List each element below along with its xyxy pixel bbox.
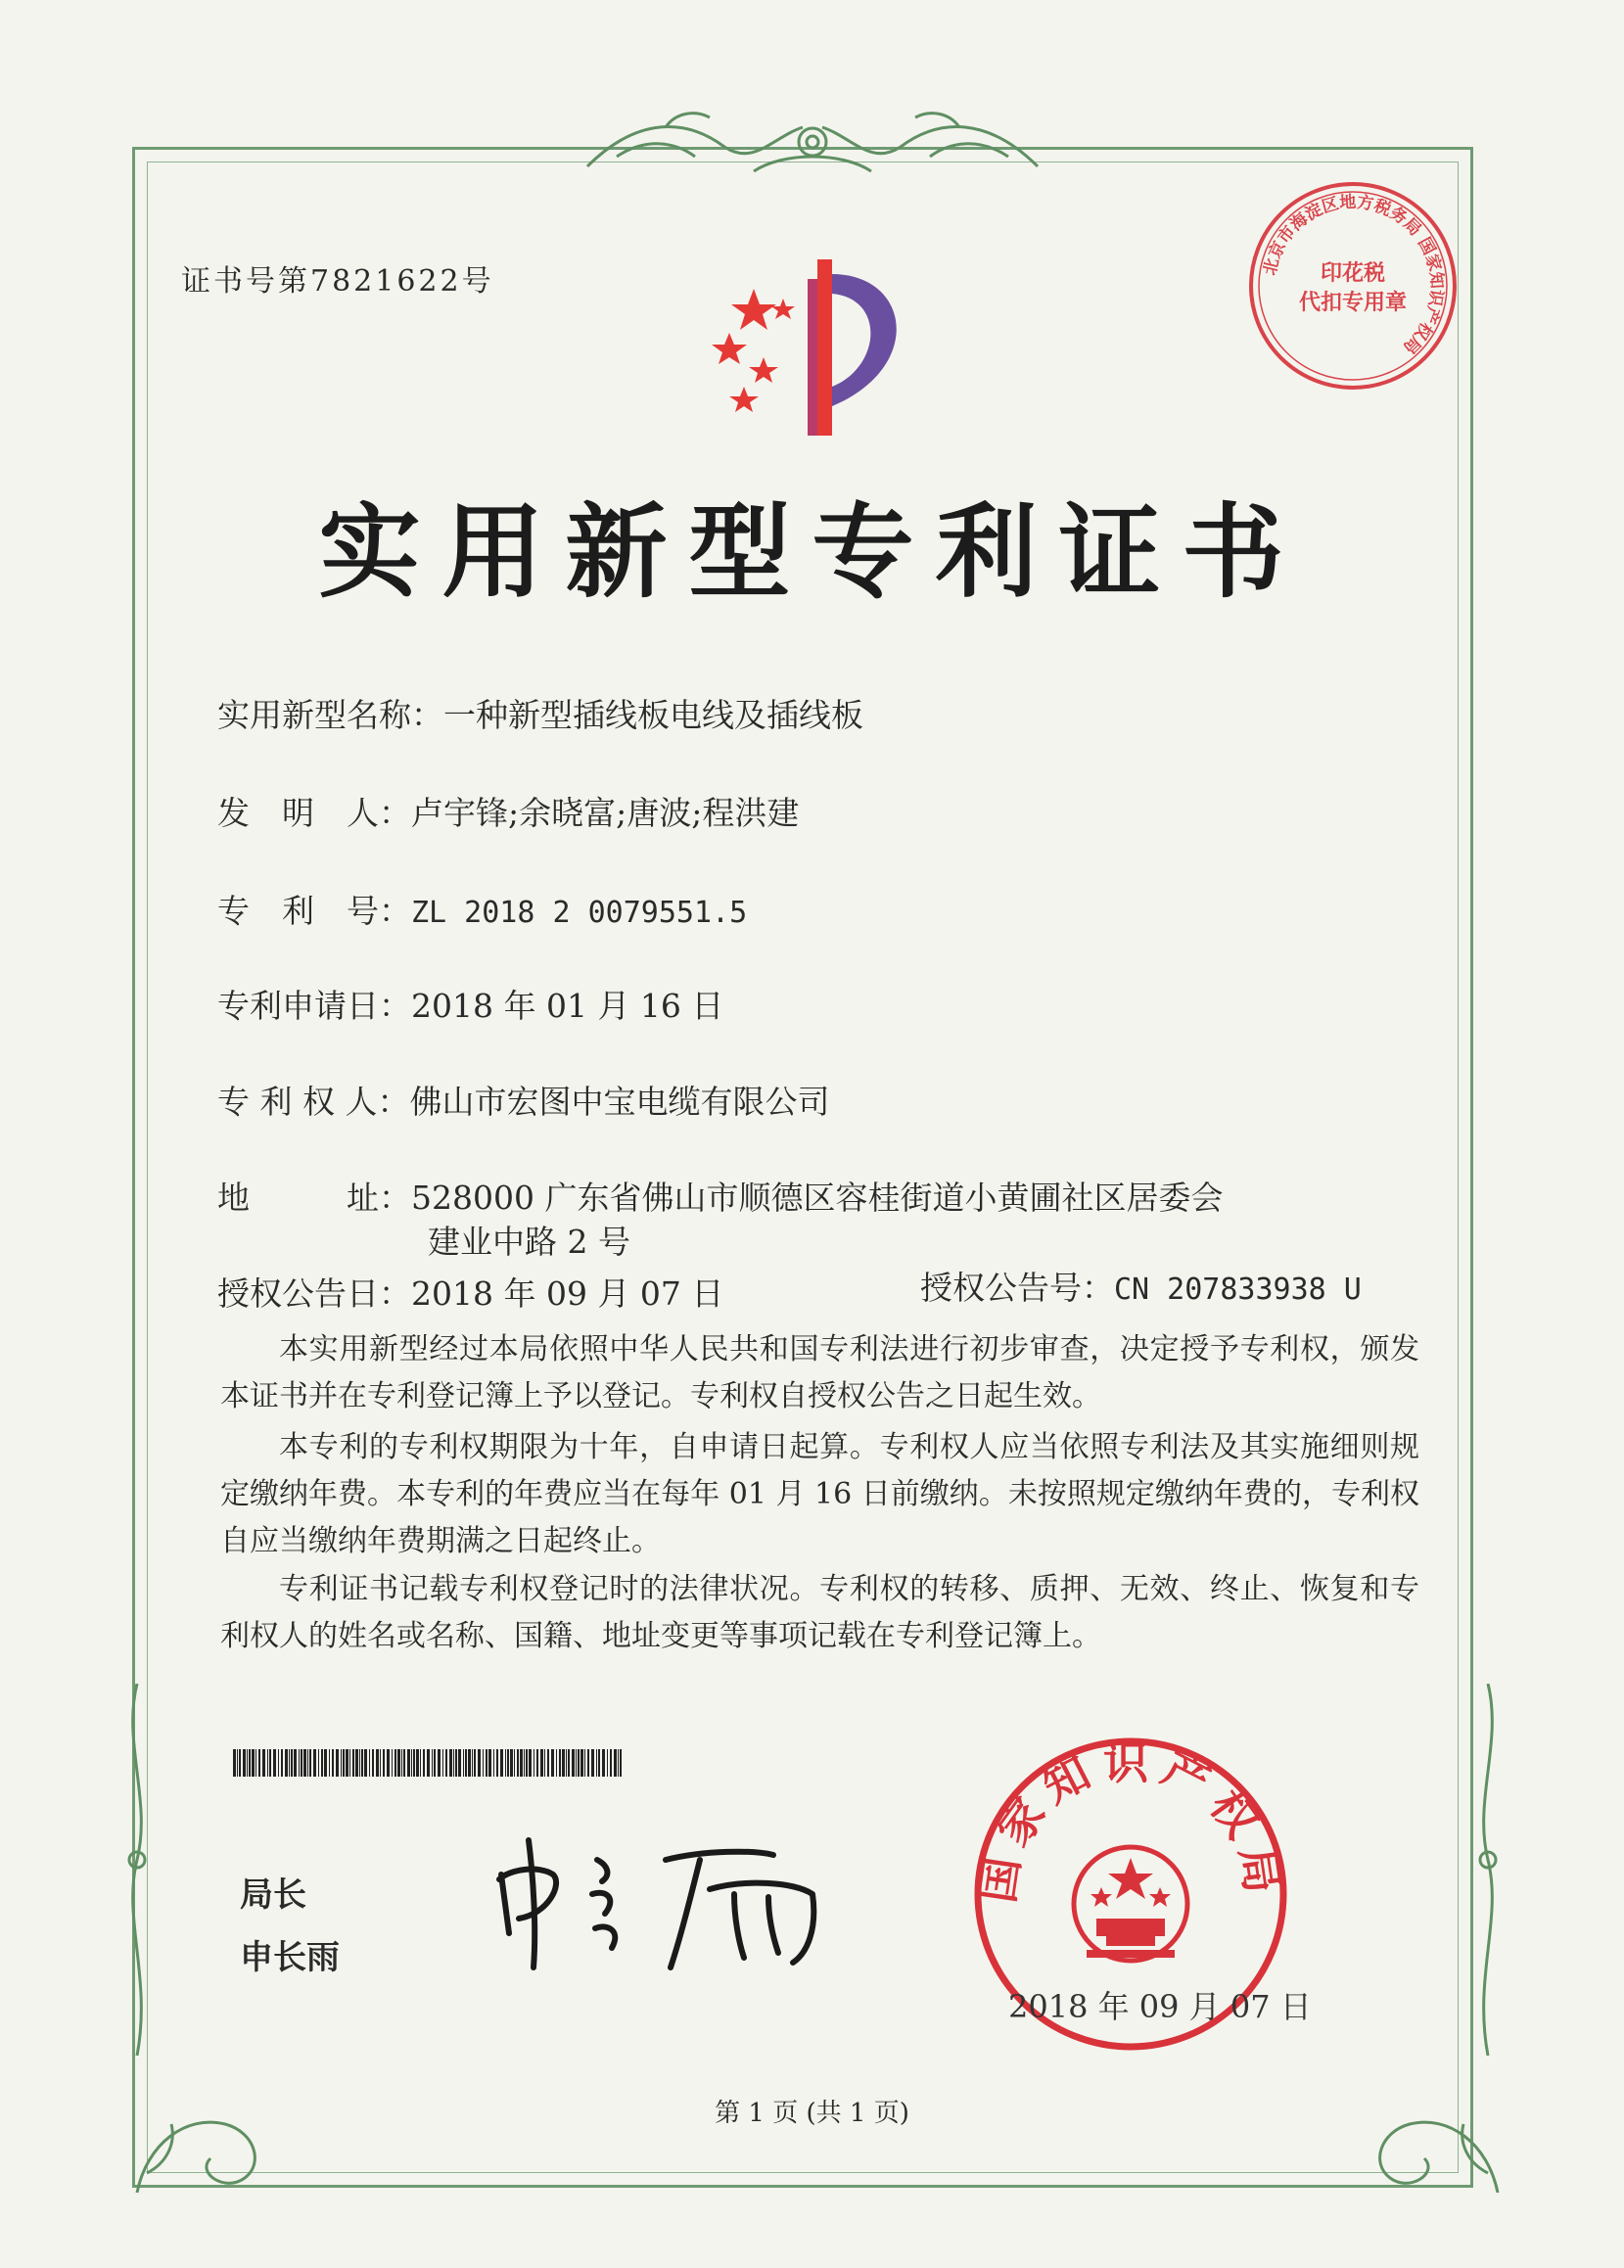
certificate-number-label: 证书号第 <box>181 264 310 299</box>
top-ornament-icon <box>578 98 1047 186</box>
paragraph-2: 本专利的专利权期限为十年，自申请日起算。专利权人应当依照专利法及其实施细则规定缴纳年费。本专利的年费应当在每年 01 月 16 日前缴纳。未按照规定缴纳年费的，专利权自应当缴纳年费期满之日起终止。 <box>220 1430 1419 1558</box>
field-name-value: 一种新型插线板电线及插线板 <box>443 696 863 734</box>
field-patent-number-value: ZL 2018 2 0079551.5 <box>411 896 748 930</box>
stamp-duty-center-line2: 代扣专用章 <box>1298 291 1408 315</box>
stamp-duty-seal-icon <box>1243 176 1463 396</box>
right-ornament-icon <box>1468 1684 1508 2056</box>
field-patentee <box>217 1077 829 1123</box>
field-grant-number <box>920 1263 1362 1309</box>
stamp-duty-seal <box>1243 176 1463 396</box>
seal-date: 2018 年 09 月 07 日 <box>1008 1988 1312 2025</box>
field-name <box>217 690 863 736</box>
field-address <box>217 1173 1223 1219</box>
paragraph-1: 本实用新型经过本局依照中华人民共和国专利法进行初步审查，决定授予专利权，颁发本证书并在专利登记簿上予以登记。专利权自授权公告之日起生效。 <box>220 1332 1419 1413</box>
director-title: 局长 <box>240 1875 306 1915</box>
stamp-duty-ring-text: 北京市海淀区地方税务局 国家知识产权局 <box>1260 192 1447 358</box>
certificate-number-suffix: 号 <box>461 264 494 299</box>
seal-ring-text: 国家知识产权局 <box>970 1736 1291 1907</box>
patent-office-logo-icon <box>685 250 940 445</box>
field-grant-number-value: CN 207833938 U <box>1114 1273 1362 1307</box>
field-patentee-value: 佛山市宏图中宝电缆有限公司 <box>409 1083 830 1121</box>
field-filing-date-label: 专利申请日： <box>217 987 411 1025</box>
paragraph-3: 专利证书记载专利权登记时的法律状况。专利权的转移、质押、无效、终止、恢复和专利权人的姓名或名称、国籍、地址变更等事项记载在专利登记簿上。 <box>220 1572 1419 1653</box>
certificate-number-value: 7821622 <box>310 264 462 299</box>
page-footer: 第 1 页 (共 1 页) <box>715 2099 909 2128</box>
field-patent-number <box>217 886 747 932</box>
field-grant-date-value: 2018 年 09 月 07 日 <box>411 1274 724 1313</box>
certificate-number <box>181 256 494 300</box>
director-signature-icon <box>480 1821 832 1977</box>
field-inventor <box>217 788 799 834</box>
field-grant-date <box>217 1269 723 1315</box>
field-address-line2: 建业中路 2 号 <box>428 1223 630 1261</box>
field-patent-number-label: 专 利 号： <box>217 892 411 930</box>
field-patentee-label: 专 利 权 人： <box>217 1083 410 1121</box>
field-grant-number-label: 授权公告号： <box>920 1269 1114 1307</box>
barcode-icon <box>233 1749 625 1777</box>
field-address-label: 地 址： <box>217 1179 411 1217</box>
field-name-label: 实用新型名称： <box>217 696 443 734</box>
left-ornament-icon <box>117 1684 157 2056</box>
director-name: 申长雨 <box>240 1938 340 1977</box>
field-grant-date-label: 授权公告日： <box>217 1274 411 1313</box>
field-filing-date-value: 2018 年 01 月 16 日 <box>411 987 724 1025</box>
field-address-line1: 528000 广东省佛山市顺德区容桂街道小黄圃社区居委会 <box>411 1179 1224 1217</box>
stamp-duty-center-line1: 印花税 <box>1320 261 1386 286</box>
field-inventor-value: 卢宇锋;余晓富;唐波;程洪建 <box>411 794 800 832</box>
certificate-title: 实用新型专利证书 <box>318 491 1306 612</box>
field-inventor-label: 发 明 人： <box>217 794 411 832</box>
field-filing-date <box>217 981 723 1027</box>
